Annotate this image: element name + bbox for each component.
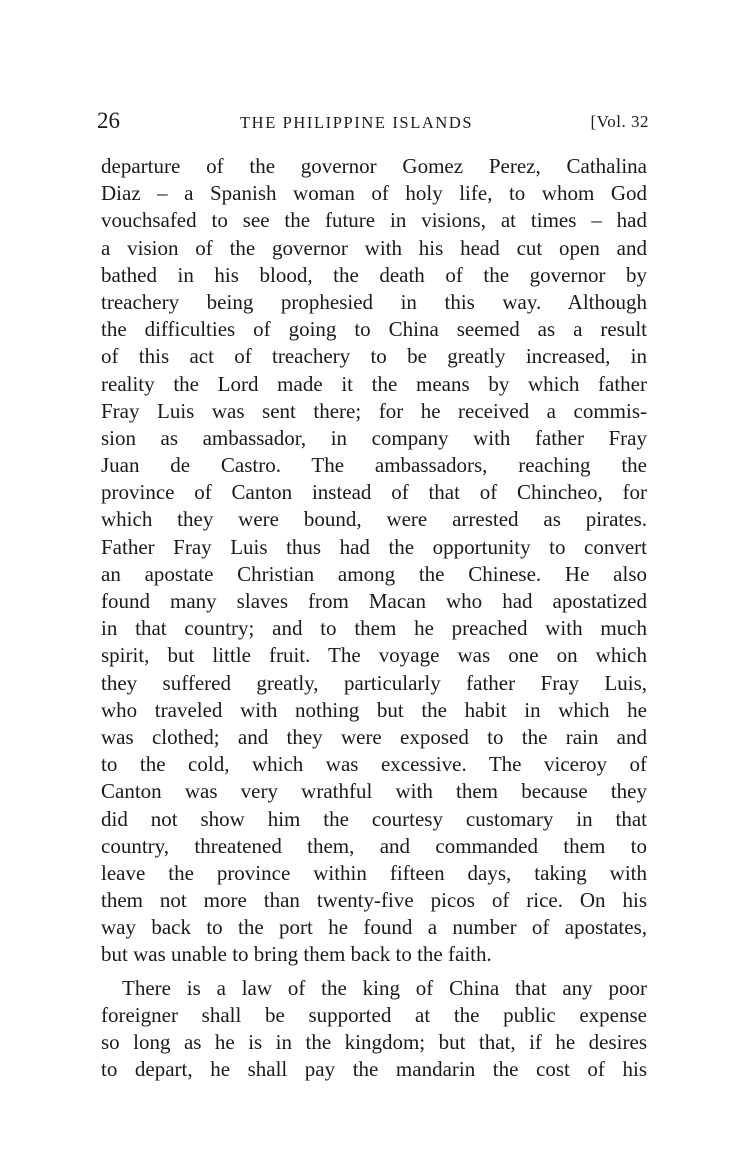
text-line: a vision of the governor with his head cut open and xyxy=(101,235,647,260)
text-line: found many slaves from Macan who had apostatized xyxy=(101,589,647,613)
text-line: treachery being prophesied in this way. Although xyxy=(101,289,647,314)
text-line: vouchsafed to see the future in visions, at times – had xyxy=(101,208,647,233)
text-line: Juan de Castro. The ambassadors, reaching the xyxy=(101,453,647,478)
text-line: leave the province within fifteen days, taking with xyxy=(101,860,647,885)
text-line: but was unable to bring them back to the faith. xyxy=(101,942,492,967)
volume-marker: [Vol. 32 xyxy=(590,112,649,131)
text-line: an apostate Christian among the Chinese. He also xyxy=(101,561,647,586)
text-line: province of Canton instead of that of Chincheo, for xyxy=(101,480,647,505)
text-line: they suffered greatly, particularly father Fray Luis, xyxy=(101,670,647,695)
text-line: so long as he is in the kingdom; but that, if he desires xyxy=(101,1030,647,1054)
text-line: spirit, but little fruit. The voyage was one on which xyxy=(101,643,647,668)
text-line: who traveled with nothing but the habit in which he xyxy=(101,697,647,722)
text-line: was clothed; and they were exposed to the rain and xyxy=(101,724,647,749)
paragraph xyxy=(101,153,647,969)
text-line: did not show him the courtesy customary in that xyxy=(101,806,647,831)
text-line: to depart, he shall pay the mandarin the cost of his xyxy=(101,1057,647,1082)
text-line: to the cold, which was excessive. The viceroy of xyxy=(101,752,647,777)
text-line: Father Fray Luis thus had the opportunity to convert xyxy=(101,534,647,559)
text-line: country, threatened them, and commanded them to xyxy=(101,833,647,858)
text-line: reality the Lord made it the means by which father xyxy=(101,371,647,396)
text-line: departure of the governor Gomez Perez, Cathalina xyxy=(101,154,647,178)
text-line: of this act of treachery to be greatly increased, in xyxy=(101,344,647,369)
text-line: foreigner shall be supported at the public expense xyxy=(101,1002,647,1027)
paragraph xyxy=(101,975,647,1084)
text-line: bathed in his blood, the death of the governor by xyxy=(101,262,647,287)
text-line: the difficulties of going to China seemed as a result xyxy=(101,317,647,342)
text-line: sion as ambassador, in company with father Fray xyxy=(101,425,647,450)
text-line: way back to the port he found a number of apostates, xyxy=(101,915,647,940)
text-line: them not more than twenty-five picos of rice. On his xyxy=(101,888,647,913)
text-line: in that country; and to them he preached with much xyxy=(101,616,647,641)
text-line: There is a law of the king of China that any poor xyxy=(122,975,647,1000)
text-line: Fray Luis was sent there; for he received a commis- xyxy=(101,398,647,423)
page-number: 26 xyxy=(97,108,120,133)
text-line: which they were bound, were arrested as pirates. xyxy=(101,507,647,532)
text-line: Canton was very wrathful with them because they xyxy=(101,779,647,804)
running-title: THE PHILIPPINE ISLANDS xyxy=(240,113,474,132)
text-line: Diaz – a Spanish woman of holy life, to whom God xyxy=(101,181,647,206)
running-head xyxy=(97,108,649,142)
body-text xyxy=(101,153,647,1083)
